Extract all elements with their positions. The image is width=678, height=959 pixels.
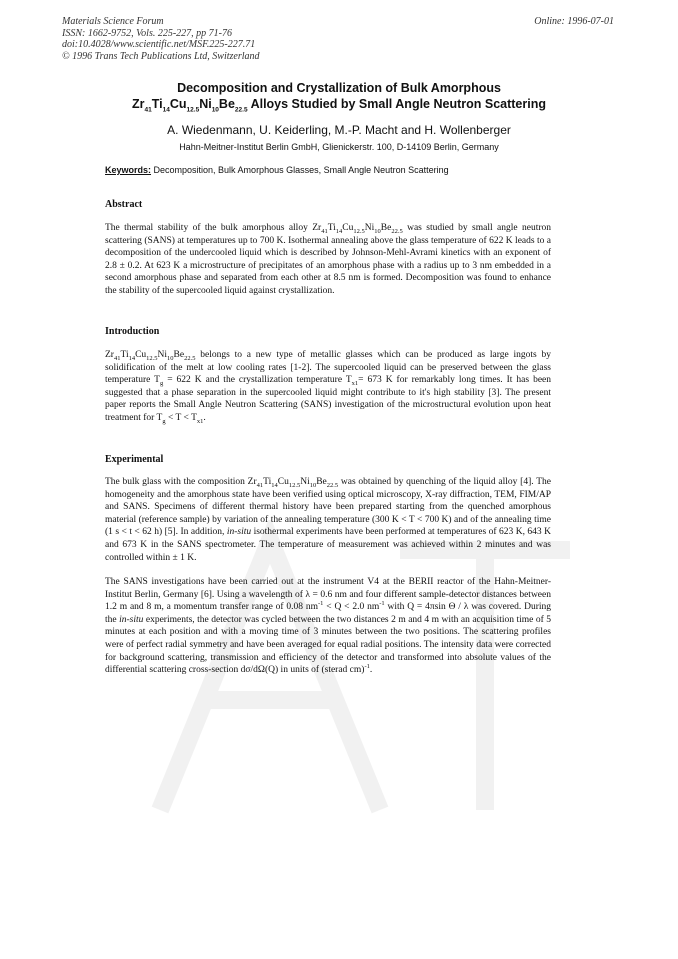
sup-inv-3: -1	[364, 663, 370, 670]
in-situ-term: in-situ	[226, 527, 252, 538]
el-be: Be	[218, 97, 235, 111]
sub-x1: x1	[351, 380, 359, 388]
keywords-line	[105, 165, 449, 175]
abstract-text-2: was studied by small angle neutron scattering (SANS) at temperatures up to 700 K. Isothermal annealing above the glass temperature of 622 K leads to a decomposition of the undercooled liquid which is described by Johnson-Mehl-Avrami kinetics with an exponent of 2.8 ± 0.2. At 623 K a microstructure of precipitates of an amorphous phase with a radius up to 3 nm embedded in a second amorphous phase and separated from each other at 8.5 nm is formed. Decomposition was found to enhance the stability of the supercooled liquid against crystallization.	[105, 223, 551, 296]
issn-line: ISSN: 1662-9752, Vols. 225-227, pp 71-76	[62, 27, 232, 39]
el-zr: Zr	[132, 97, 145, 111]
paper-title	[80, 80, 598, 112]
sub-10: 10	[211, 106, 219, 114]
author-list: A. Wiedenmann, U. Keiderling, M.-P. Macht and H. Wollenberger	[167, 123, 511, 137]
doi-link[interactable]: doi:10.4028/www.scientific.net/MSF.225-227.71	[62, 39, 256, 50]
intro-text-3: = 673 K for remarkably long times. It has been suggested that a phase separation in the supercooled liquid might contribute to it's high stability [3]. The present paper reports the Small Angle Neutron Scattering (SANS) investigation of the microstructural evolution upon heat treatment for T	[105, 375, 552, 423]
intro-text-2: = 622 K and the crystallization temperature T	[163, 375, 352, 386]
online-date: Online: 1996-07-01	[534, 16, 614, 27]
exp-text-2b: < Q < 2.0 nm	[323, 602, 380, 613]
exp-text-2d: experiments, the detector was cycled between the two distances 2 m and 4 m with an acquisition time of 5 minutes at each position and with a moving time of 3 minutes between the two positions. The scattering profiles were of perfect radial symmetry and have been averaged for equal radial positions. The intensity data were corrected for background scattering, transmission and efficiency of the detector and transformed into absolute values of the differential scattering cross-section dσ/dΩ(Q) in units of (sterad cm)	[105, 614, 551, 676]
exp-text-1b: was obtained by quenching of the liquid alloy [4]. The homogeneity and the amorphous state have been verified using optical microscopy, X-ray diffraction, TEM, FIM/AP and SANS. Specimens of different thermal history have been prepared starting from the quenched amorphous material (reference sample) by variation of the annealing temperature (300 K < T < 700 K) and of the annealing time (1 s < t < 62 h) [5]. In addition,	[105, 477, 551, 538]
keywords-label: Keywords:	[105, 165, 152, 175]
journal-header	[62, 16, 260, 62]
experimental-paragraph-1	[105, 476, 551, 564]
abstract-text-1: The thermal stability of the bulk amorphous alloy	[105, 223, 313, 233]
intro-text-1: belongs to a new type of metallic glasses which can be produced as large ingots by solidification of the melt at low cooling rates [1-2]. The supercooled liquid can be preserved between the glass temperature T	[105, 350, 551, 386]
introduction-heading: Introduction	[105, 326, 160, 337]
sub-g: g	[159, 380, 164, 388]
abstract-heading: Abstract	[105, 199, 143, 210]
copyright-line: © 1996 Trans Tech Publications Ltd, Switzerland	[62, 50, 260, 62]
el-cu: Cu	[169, 97, 187, 111]
abstract-paragraph	[105, 222, 551, 298]
title-line-2	[80, 96, 598, 112]
exp-text-1a: The bulk glass with the composition	[105, 477, 248, 487]
formula: $Zr_{41}Ti_{14}Cu_{12.5}Ni_{10}Be_{22.5}$	[105, 350, 196, 362]
sup-inv-2: -1	[379, 600, 385, 608]
exp-text-2a: The SANS investigations have been carried out at the instrument V4 at the BERII reactor of the Hahn-Meitner-Institut Berlin, Germany [6]. Using a wavelength of λ = 0.6 nm and four different sample-detector distances between 1.2 m and 8 m, a momentum transfer range of 0.08 nm	[105, 577, 551, 613]
intro-text-4: < T < T	[165, 412, 197, 423]
intro-text-5: .	[203, 412, 206, 423]
introduction-paragraph: $Zr_{41}Ti_{14}Cu_{12.5}Ni_{10}Be_{22.5}$ belongs to a new type of metallic glasses which can be produced as large ingots by solidification of the melt at low cooling rates [1-2]. The supercooled liquid can be preserved between the glass temperature $T_g = 622$ K and the crystallization temperature $T_{x1}= 673$ K for remarkably long times. It has been suggested that a phase separation in the supercooled liquid might contribute to it's high stability [3]. The present paper reports the Small Angle Neutron Scattering (SANS) investigation of the microstructural evolution upon heat treatment for $T_g < T < T_{x1}$.	[105, 350, 552, 425]
formula: $Zr_{41}Ti_{14}Cu_{12.5}Ni_{10}Be_{22.5}$	[247, 477, 339, 489]
el-ti: Ti	[151, 97, 163, 111]
experimental-paragraph-2	[105, 576, 551, 677]
exp-text-2e: .	[369, 665, 373, 676]
title-line-1: Decomposition and Crystallization of Bulk Amorphous	[177, 81, 501, 95]
sub-41: 41	[144, 106, 152, 114]
experimental-heading: Experimental	[105, 454, 164, 465]
sup-inv-1: -1	[318, 600, 324, 608]
sub-14: 14	[162, 106, 170, 114]
keywords-text: Decomposition, Bulk Amorphous Glasses, Small Angle Neutron Scattering	[151, 165, 449, 175]
sub-12-5: 12.5	[186, 106, 200, 114]
el-ni: Ni	[199, 97, 212, 111]
affiliation: Hahn-Meitner-Institut Berlin GmbH, Glienickerstr. 100, D-14109 Berlin, Germany	[179, 142, 499, 152]
exp-text-2c: with Q = 4πsin Θ / λ was covered. During the	[105, 602, 551, 625]
journal-name: Materials Science Forum	[62, 16, 164, 27]
title-line-2-rest: Alloys Studied by Small Angle Neutron Scattering	[247, 97, 546, 111]
sub-22-5: 22.5	[234, 106, 248, 114]
formula: $Zr_{41}Ti_{14}Cu_{12.5}Ni_{10}Be_{22.5}$	[312, 223, 403, 235]
exp-text-1c: isothermal experiments have been performed at temperatures of 623 K, 643 K and 673 K in the SANS spectrometer. The temperature of measurement was achieved within 2 minutes and was controlled within ± 1 K.	[105, 527, 551, 563]
in-situ-term-2: in-situ	[119, 614, 144, 625]
